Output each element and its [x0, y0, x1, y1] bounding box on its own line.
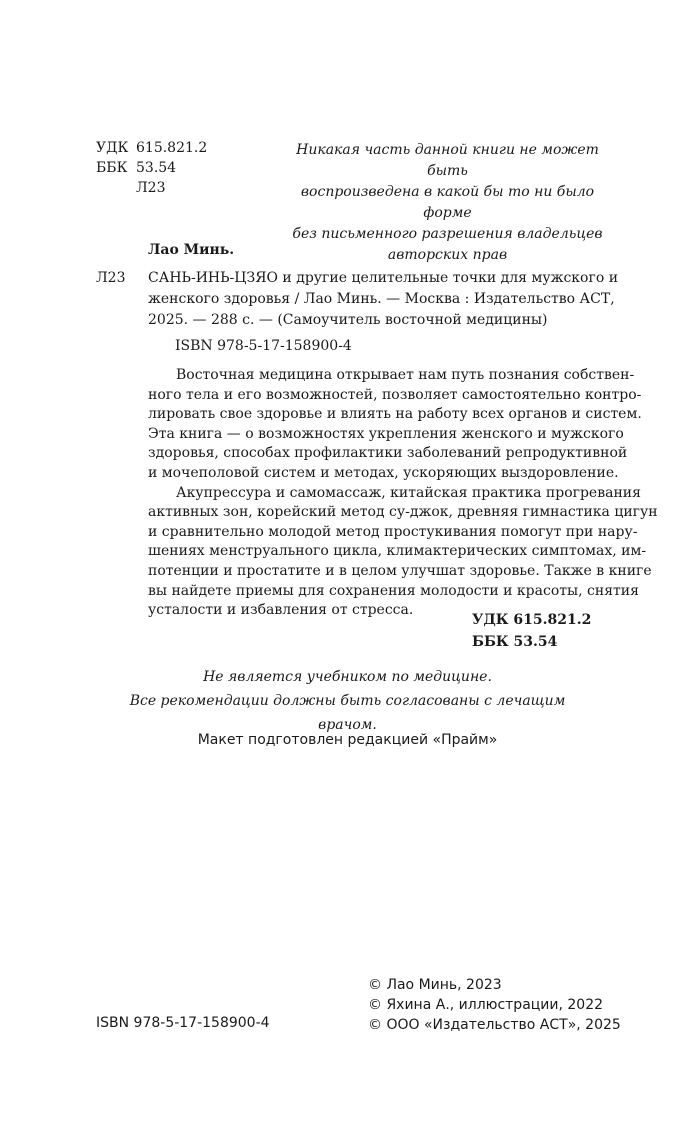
- bbk-value: 53.54: [136, 160, 177, 176]
- copyright-line: © Яхина А., иллюстрации, 2022: [368, 997, 604, 1013]
- isbn-bottom: ISBN 978-5-17-158900-4: [96, 1015, 270, 1031]
- annotation-line: Восточная медицина открывает нам путь познания собствен-: [176, 367, 635, 383]
- notice-line: воспроизведена в какой бы то ни было форме: [300, 184, 595, 221]
- annotation-line: ного тела и его возможностей, позволяет самостоятельно контро-: [148, 386, 642, 403]
- annotation-line: здоровья, способах профилактики заболеваний репродуктивной: [148, 445, 628, 462]
- annotation-line: лировать свое здоровье и влиять на работу всех органов и систем.: [148, 406, 642, 423]
- copyright-line: © ООО «Издательство АСТ», 2025: [368, 1017, 621, 1033]
- udk-bottom: УДК 615.821.2: [472, 612, 592, 628]
- author-name: Лао Минь.: [148, 242, 235, 258]
- layout-credit: Макет подготовлен редакцией «Прайм»: [197, 732, 498, 748]
- biblio-line: 2025. — 288 с. — (Самоучитель восточной медицины): [148, 312, 548, 328]
- disclaimer-line: Все рекомендации должны быть согласованы с лечащим врачом.: [129, 693, 566, 733]
- annotation-line: усталости и избавления от стресса.: [148, 602, 414, 619]
- book-annotation: [148, 366, 658, 621]
- notice-line: авторских прав: [387, 247, 508, 263]
- author-mark: Л23: [136, 180, 166, 196]
- biblio-line: САНЬ-ИНЬ-ЦЗЯО и другие целительные точки для мужского и: [148, 270, 619, 286]
- annotation-line: Эта книга — о возможностях укрепления женского и мужского: [148, 425, 624, 442]
- bibliographic-description: [148, 268, 618, 331]
- isbn-top: ISBN 978-5-17-158900-4: [175, 338, 352, 354]
- annotation-line: шениях менструального цикла, климактерических симптомах, им-: [148, 543, 647, 560]
- copyright-notice: [285, 140, 610, 266]
- udk-label: УДК: [96, 140, 129, 156]
- biblio-code: Л23: [96, 270, 126, 286]
- medical-disclaimer: [110, 665, 585, 737]
- classification-bottom: [472, 609, 607, 653]
- copyright-lines: [368, 975, 621, 1035]
- annotation-line: и сравнительно молодой метод простукивания помогут при нару-: [148, 523, 638, 540]
- annotation-paragraph: [148, 366, 642, 484]
- notice-line: без письменного разрешения владельцев: [292, 226, 603, 242]
- annotation-line: и мочеполовой систем и методах, ускоряющих выздоровление.: [148, 464, 619, 481]
- notice-line: Никакая часть данной книги не может быть: [296, 142, 599, 179]
- annotation-line: вы найдете приемы для сохранения молодости и красоты, снятия: [148, 582, 639, 599]
- annotation-line: активных зон, корейский метод су-джок, древняя гимнастика цигун: [148, 504, 658, 521]
- disclaimer-line: Не является учебником по медицине.: [203, 669, 492, 685]
- biblio-line: женского здоровья / Лао Минь. — Москва : Издательство АСТ,: [148, 291, 615, 307]
- annotation-line: Акупрессура и самомассаж, китайская практика прогревания: [176, 484, 641, 501]
- bbk-bottom: ББК 53.54: [472, 634, 558, 650]
- copyright-line: © Лао Минь, 2023: [368, 977, 502, 993]
- bbk-label: ББК: [96, 160, 128, 176]
- annotation-paragraph: [148, 484, 658, 621]
- udk-value: 615.821.2: [136, 140, 208, 156]
- annotation-line: потенции и простатите и в целом улучшат здоровье. Также в книге: [148, 562, 652, 579]
